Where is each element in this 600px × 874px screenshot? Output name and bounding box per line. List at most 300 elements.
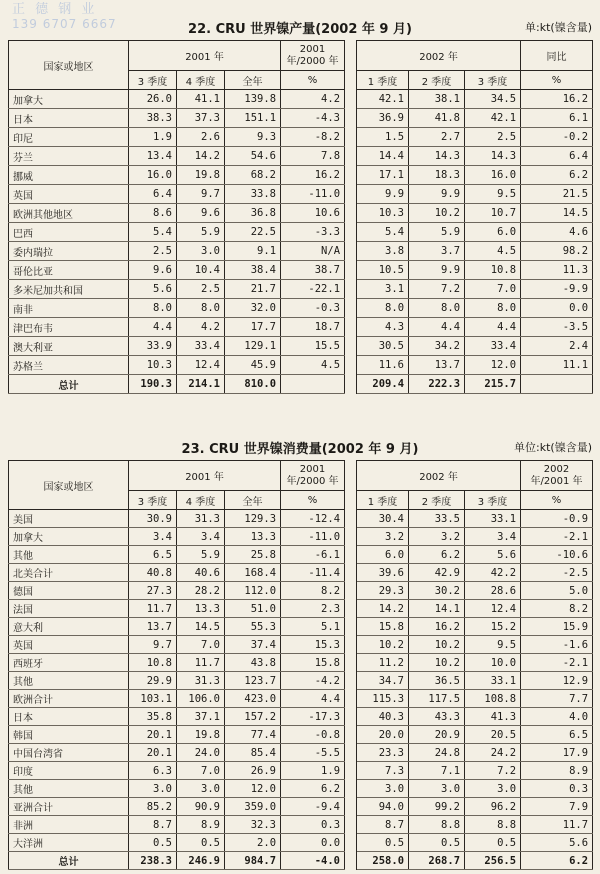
value-cell: 215.7	[465, 375, 521, 394]
gap-cell	[345, 318, 357, 337]
value-cell: 25.8	[225, 546, 281, 564]
region-cell: 多米尼加共和国	[9, 280, 129, 299]
value-cell: 16.0	[129, 166, 177, 185]
value-cell: 15.2	[465, 618, 521, 636]
value-cell: 14.2	[177, 147, 225, 166]
value-cell: 10.8	[129, 654, 177, 672]
value-cell: 2.5	[129, 242, 177, 261]
value-cell: 0.5	[357, 834, 409, 852]
value-cell: 3.2	[409, 528, 465, 546]
region-cell: 委内瑞拉	[9, 242, 129, 261]
gap-cell	[345, 223, 357, 242]
value-cell: 3.7	[409, 242, 465, 261]
value-cell: 3.2	[357, 528, 409, 546]
value-cell: 6.4	[521, 147, 593, 166]
value-cell: -9.4	[281, 798, 345, 816]
gap-cell	[345, 834, 357, 852]
gap-cell	[345, 204, 357, 223]
value-cell: 3.0	[357, 780, 409, 798]
value-cell: 11.6	[357, 356, 409, 375]
value-cell: 423.0	[225, 690, 281, 708]
value-cell: 7.9	[521, 798, 593, 816]
value-cell: 6.0	[357, 546, 409, 564]
value-cell: 16.0	[465, 166, 521, 185]
value-cell: 10.8	[465, 261, 521, 280]
value-cell: 8.0	[177, 299, 225, 318]
table-row	[9, 280, 593, 299]
value-cell: 33.4	[177, 337, 225, 356]
value-cell: -0.3	[281, 299, 345, 318]
value-cell: 85.4	[225, 744, 281, 762]
value-cell: 11.7	[129, 600, 177, 618]
value-cell: -8.2	[281, 128, 345, 147]
value-cell: 3.0	[465, 780, 521, 798]
region-cell: 印尼	[9, 128, 129, 147]
value-cell: 96.2	[465, 798, 521, 816]
value-cell: 5.1	[281, 618, 345, 636]
value-cell: 129.1	[225, 337, 281, 356]
value-cell: 41.3	[465, 708, 521, 726]
gap-cell	[345, 299, 357, 318]
gap-cell	[345, 356, 357, 375]
year-2002-header: 2002 年	[357, 461, 521, 491]
table-row	[9, 128, 593, 147]
value-cell: 9.9	[409, 185, 465, 204]
table-row	[9, 654, 593, 672]
value-cell: 0.0	[281, 834, 345, 852]
table-row	[9, 109, 593, 128]
table-row	[9, 708, 593, 726]
value-cell: 55.3	[225, 618, 281, 636]
value-cell: 33.4	[465, 337, 521, 356]
value-cell: 4.2	[281, 90, 345, 109]
value-cell: 30.2	[409, 582, 465, 600]
value-cell: 13.4	[129, 147, 177, 166]
region-cell: 大洋洲	[9, 834, 129, 852]
gap	[345, 461, 357, 510]
value-cell: 2.5	[177, 280, 225, 299]
gap-cell	[345, 528, 357, 546]
value-cell: 30.9	[129, 510, 177, 528]
value-cell: 77.4	[225, 726, 281, 744]
region-cell: 南非	[9, 299, 129, 318]
value-cell: 115.3	[357, 690, 409, 708]
value-cell: 27.3	[129, 582, 177, 600]
region-cell: 印度	[9, 762, 129, 780]
value-cell: 0.5	[177, 834, 225, 852]
value-cell: 21.7	[225, 280, 281, 299]
table-row	[9, 185, 593, 204]
value-cell: 8.6	[129, 204, 177, 223]
table-row	[9, 147, 593, 166]
value-cell: 6.0	[465, 223, 521, 242]
value-cell: -3.3	[281, 223, 345, 242]
value-cell: 35.8	[129, 708, 177, 726]
table-row	[9, 90, 593, 109]
value-cell: -4.3	[281, 109, 345, 128]
region-cell: 西班牙	[9, 654, 129, 672]
table-row	[9, 582, 593, 600]
value-cell: 36.8	[225, 204, 281, 223]
gap-cell	[345, 128, 357, 147]
value-cell: 34.5	[465, 90, 521, 109]
value-cell: 4.6	[521, 223, 593, 242]
region-cell: 其他	[9, 672, 129, 690]
region-cell: 亚洲合计	[9, 798, 129, 816]
value-cell: 984.7	[225, 852, 281, 870]
value-cell: 256.5	[465, 852, 521, 870]
gap-cell	[345, 816, 357, 834]
value-cell: 7.7	[521, 690, 593, 708]
value-cell: 42.9	[409, 564, 465, 582]
value-cell: 108.8	[465, 690, 521, 708]
value-cell: 117.5	[409, 690, 465, 708]
gap-cell	[345, 618, 357, 636]
value-cell: 10.0	[465, 654, 521, 672]
value-cell: 20.1	[129, 726, 177, 744]
year-2001-header: 2001 年	[129, 41, 281, 71]
region-cell: 巴西	[9, 223, 129, 242]
region-cell: 加拿大	[9, 528, 129, 546]
value-cell: 214.1	[177, 375, 225, 394]
gap-cell	[345, 636, 357, 654]
value-cell: 7.3	[357, 762, 409, 780]
value-cell: 38.3	[129, 109, 177, 128]
table-row	[9, 223, 593, 242]
value-cell: 15.8	[357, 618, 409, 636]
region-cell: 法国	[9, 600, 129, 618]
value-cell: 4.3	[357, 318, 409, 337]
value-cell: 9.7	[177, 185, 225, 204]
value-cell: -11.0	[281, 185, 345, 204]
table-row	[9, 242, 593, 261]
value-cell: -12.4	[281, 510, 345, 528]
q4-header: 4 季度	[177, 71, 225, 90]
table-row	[9, 600, 593, 618]
value-cell: 28.6	[465, 582, 521, 600]
value-cell: 10.3	[357, 204, 409, 223]
region-cell: 意大利	[9, 618, 129, 636]
value-cell: 41.1	[177, 90, 225, 109]
value-cell: 31.3	[177, 672, 225, 690]
value-cell: 31.3	[177, 510, 225, 528]
value-cell: 238.3	[129, 852, 177, 870]
value-cell: 168.4	[225, 564, 281, 582]
value-cell: 34.7	[357, 672, 409, 690]
value-cell: 10.5	[357, 261, 409, 280]
value-cell: 26.9	[225, 762, 281, 780]
value-cell: 40.3	[357, 708, 409, 726]
value-cell: 19.8	[177, 166, 225, 185]
value-cell: 16.2	[521, 90, 593, 109]
value-cell: 10.2	[409, 636, 465, 654]
value-cell: 14.3	[465, 147, 521, 166]
gap-cell	[345, 762, 357, 780]
value-cell: 5.4	[129, 223, 177, 242]
value-cell: 1.9	[129, 128, 177, 147]
value-cell: 6.2	[409, 546, 465, 564]
gap-cell	[345, 261, 357, 280]
value-cell: 151.1	[225, 109, 281, 128]
region-cell: 挪威	[9, 166, 129, 185]
value-cell: 8.8	[409, 816, 465, 834]
value-cell: 14.2	[357, 600, 409, 618]
value-cell: 6.1	[521, 109, 593, 128]
table23-title: 23. CRU 世界镍消费量(2002 年 9 月)	[181, 442, 419, 457]
value-cell: 8.0	[409, 299, 465, 318]
value-cell: 13.7	[129, 618, 177, 636]
value-cell: 24.2	[465, 744, 521, 762]
value-cell: 7.1	[409, 762, 465, 780]
value-cell: 9.7	[129, 636, 177, 654]
value-cell: 12.9	[521, 672, 593, 690]
value-cell: 12.4	[177, 356, 225, 375]
value-cell: 4.4	[129, 318, 177, 337]
gap-cell	[345, 672, 357, 690]
value-cell: 5.9	[177, 546, 225, 564]
value-cell: 11.7	[521, 816, 593, 834]
region-cell: 英国	[9, 185, 129, 204]
table-row	[9, 744, 593, 762]
gap-cell	[345, 166, 357, 185]
value-cell: 4.4	[281, 690, 345, 708]
value-cell: 4.4	[465, 318, 521, 337]
value-cell: 42.1	[357, 90, 409, 109]
value-cell: 33.8	[225, 185, 281, 204]
value-cell: 157.2	[225, 708, 281, 726]
value-cell: 32.3	[225, 816, 281, 834]
value-cell: 8.8	[465, 816, 521, 834]
value-cell: 10.6	[281, 204, 345, 223]
value-cell: 42.1	[465, 109, 521, 128]
value-cell: 15.3	[281, 636, 345, 654]
value-cell: 5.6	[521, 834, 593, 852]
q1-header: 1 季度	[357, 491, 409, 510]
gap-cell	[345, 582, 357, 600]
value-cell: 30.5	[357, 337, 409, 356]
table-row	[9, 546, 593, 564]
value-cell: 41.8	[409, 109, 465, 128]
value-cell: 5.9	[409, 223, 465, 242]
table23-title-row	[0, 438, 600, 458]
value-cell: 4.2	[177, 318, 225, 337]
value-cell: 20.1	[129, 744, 177, 762]
value-cell: 10.2	[409, 654, 465, 672]
value-cell: 43.3	[409, 708, 465, 726]
value-cell: 5.6	[465, 546, 521, 564]
value-cell: 9.6	[177, 204, 225, 223]
value-cell: 4.5	[465, 242, 521, 261]
gap-cell	[345, 726, 357, 744]
value-cell: -0.9	[521, 510, 593, 528]
value-cell: 10.2	[357, 636, 409, 654]
gap-cell	[345, 600, 357, 618]
value-cell: -17.3	[281, 708, 345, 726]
value-cell: 24.8	[409, 744, 465, 762]
value-cell: 7.8	[281, 147, 345, 166]
value-cell: 0.3	[281, 816, 345, 834]
region-cell: 总计	[9, 852, 129, 870]
gap-cell	[345, 690, 357, 708]
gap-cell	[345, 654, 357, 672]
table22-unit: 单:kt(镍含量)	[525, 21, 592, 34]
region-cell: 其他	[9, 780, 129, 798]
value-cell: -2.5	[521, 564, 593, 582]
value-cell: 10.3	[129, 356, 177, 375]
value-cell: 15.8	[281, 654, 345, 672]
value-cell: 4.0	[521, 708, 593, 726]
value-cell: 17.1	[357, 166, 409, 185]
value-cell: 20.9	[409, 726, 465, 744]
region-cell: 德国	[9, 582, 129, 600]
value-cell: N/A	[281, 242, 345, 261]
ratio-header: 2001 年/2000 年	[281, 41, 345, 71]
table-row	[9, 528, 593, 546]
value-cell: 9.9	[357, 185, 409, 204]
gap-cell	[345, 185, 357, 204]
table-row	[9, 672, 593, 690]
value-cell: 15.9	[521, 618, 593, 636]
value-cell: -10.6	[521, 546, 593, 564]
value-cell: 123.7	[225, 672, 281, 690]
value-cell: 9.6	[129, 261, 177, 280]
value-cell: -3.5	[521, 318, 593, 337]
table-row	[9, 356, 593, 375]
value-cell: 8.9	[177, 816, 225, 834]
region-cell: 美国	[9, 510, 129, 528]
value-cell: 3.1	[357, 280, 409, 299]
table-row	[9, 510, 593, 528]
value-cell: 6.4	[129, 185, 177, 204]
value-cell: 2.5	[465, 128, 521, 147]
value-cell: 13.7	[409, 356, 465, 375]
region-cell: 哥伦比亚	[9, 261, 129, 280]
value-cell: 3.4	[129, 528, 177, 546]
value-cell: 68.2	[225, 166, 281, 185]
yoy-header: 同比	[521, 41, 593, 71]
value-cell: 11.3	[521, 261, 593, 280]
table22-title-row	[0, 18, 600, 38]
value-cell: 7.2	[465, 762, 521, 780]
table22-production	[8, 40, 593, 394]
table-row	[9, 690, 593, 708]
region-cell: 日本	[9, 109, 129, 128]
value-cell: 6.5	[129, 546, 177, 564]
value-cell: -1.6	[521, 636, 593, 654]
region-header: 国家或地区	[9, 41, 129, 90]
pct-header: %	[281, 491, 345, 510]
value-cell: 16.2	[281, 166, 345, 185]
region-cell: 澳大利亚	[9, 337, 129, 356]
q2-header: 2 季度	[409, 71, 465, 90]
pct2-header: %	[521, 71, 593, 90]
value-cell: 39.6	[357, 564, 409, 582]
gap-cell	[345, 147, 357, 166]
value-cell: -0.2	[521, 128, 593, 147]
value-cell: -6.1	[281, 546, 345, 564]
table-row	[9, 564, 593, 582]
value-cell: 6.2	[521, 166, 593, 185]
value-cell: 3.0	[129, 780, 177, 798]
table-row	[9, 726, 593, 744]
value-cell: 14.4	[357, 147, 409, 166]
value-cell: 30.4	[357, 510, 409, 528]
table23-consumption	[8, 460, 593, 870]
region-cell: 欧洲合计	[9, 690, 129, 708]
value-cell: 258.0	[357, 852, 409, 870]
value-cell: 98.2	[521, 242, 593, 261]
value-cell: 359.0	[225, 798, 281, 816]
value-cell: -4.0	[281, 852, 345, 870]
region-cell: 欧洲其他地区	[9, 204, 129, 223]
value-cell: 2.3	[281, 600, 345, 618]
table22-title: 22. CRU 世界镍产量(2002 年 9 月)	[188, 22, 412, 37]
value-cell: 36.9	[357, 109, 409, 128]
value-cell: 11.7	[177, 654, 225, 672]
value-cell: 222.3	[409, 375, 465, 394]
value-cell: 0.5	[409, 834, 465, 852]
value-cell: 12.4	[465, 600, 521, 618]
ratio-header: 2001 年/2000 年	[281, 461, 345, 491]
watermark-line-2: 139 6707 6667	[12, 17, 117, 31]
gap-cell	[345, 546, 357, 564]
value-cell: 42.2	[465, 564, 521, 582]
table-row	[9, 798, 593, 816]
value-cell: 14.5	[521, 204, 593, 223]
value-cell: 13.3	[177, 600, 225, 618]
value-cell: 90.9	[177, 798, 225, 816]
gap-cell	[345, 744, 357, 762]
value-cell: 3.0	[177, 780, 225, 798]
value-cell: 9.9	[409, 261, 465, 280]
gap-cell	[345, 510, 357, 528]
value-cell: 0.3	[521, 780, 593, 798]
value-cell: 10.2	[409, 204, 465, 223]
table-row	[9, 816, 593, 834]
value-cell: 33.1	[465, 672, 521, 690]
gap-cell	[345, 780, 357, 798]
value-cell: 33.9	[129, 337, 177, 356]
value-cell: 43.8	[225, 654, 281, 672]
value-cell: 810.0	[225, 375, 281, 394]
table-row	[9, 636, 593, 654]
value-cell: 40.6	[177, 564, 225, 582]
value-cell: 11.2	[357, 654, 409, 672]
value-cell: 45.9	[225, 356, 281, 375]
value-cell: 6.2	[521, 852, 593, 870]
value-cell: -4.2	[281, 672, 345, 690]
table-row	[9, 166, 593, 185]
pct-header: %	[281, 71, 345, 90]
value-cell: 94.0	[357, 798, 409, 816]
region-cell: 非洲	[9, 816, 129, 834]
value-cell: 103.1	[129, 690, 177, 708]
value-cell: 1.5	[357, 128, 409, 147]
gap	[345, 41, 357, 90]
total-row	[9, 375, 593, 394]
pct2-header: %	[521, 491, 593, 510]
value-cell: 14.5	[177, 618, 225, 636]
value-cell: 139.8	[225, 90, 281, 109]
value-cell: 8.2	[521, 600, 593, 618]
value-cell	[521, 375, 593, 394]
region-cell: 津巴布韦	[9, 318, 129, 337]
value-cell: -5.5	[281, 744, 345, 762]
value-cell: 29.9	[129, 672, 177, 690]
value-cell: 22.5	[225, 223, 281, 242]
table-row	[9, 318, 593, 337]
value-cell: 38.4	[225, 261, 281, 280]
